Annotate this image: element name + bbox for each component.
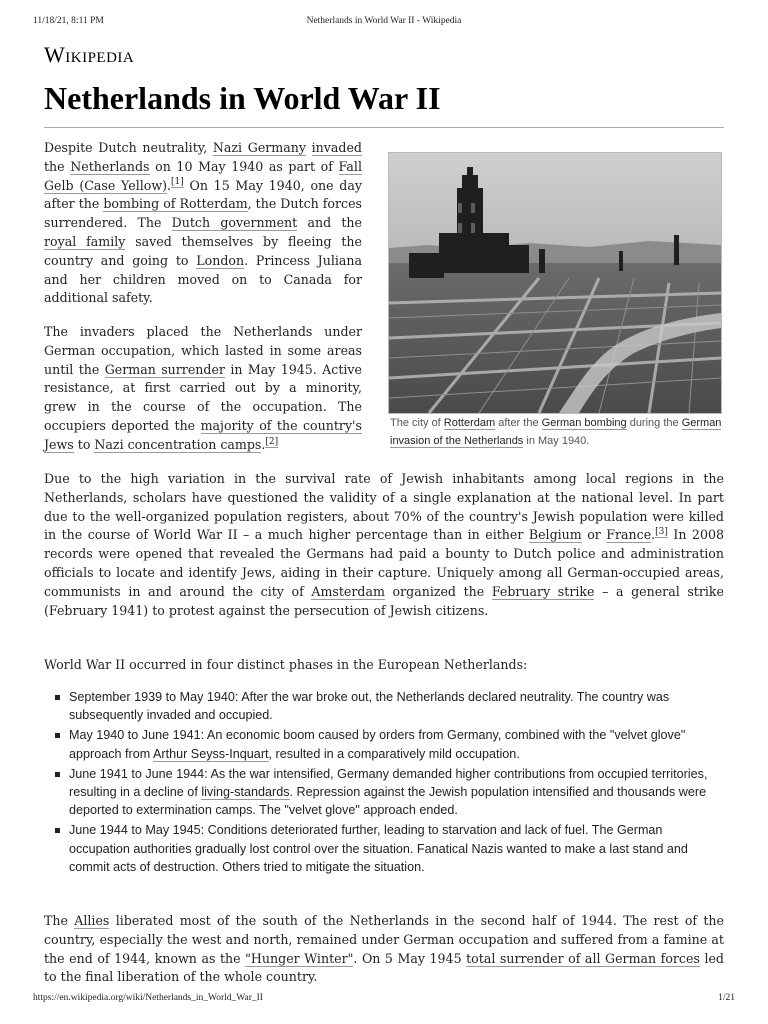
print-footer <box>33 993 735 1007</box>
text-run: on 10 May 1940 as part of <box>149 158 339 174</box>
text-run: during the <box>626 417 682 429</box>
text-run: Despite Dutch neutrality, <box>44 140 213 155</box>
link-german-surrender[interactable]: German surrender <box>104 361 225 377</box>
liberation-paragraph <box>44 912 724 987</box>
survival-rate-paragraph <box>44 470 724 620</box>
link-majority-of-jews[interactable]: majority of the country's Jews <box>44 417 362 452</box>
rotterdam-bombing-photo[interactable] <box>388 152 722 414</box>
link-belgium[interactable]: Belgium <box>528 527 582 543</box>
text-run: – a general strike (February 1941) to protest against the persecution of Jewish citizens. <box>44 583 724 618</box>
text-run: May 1940 to June 1941: An economic boom caused by orders from Germany, combined with the "velvet glove" approach from <box>69 728 686 761</box>
page-title: Netherlands in World War II <box>44 80 441 116</box>
text-run: . <box>651 527 656 543</box>
list-item <box>44 821 724 876</box>
print-url: https://en.wikipedia.org/wiki/Netherlands_in_World_War_II <box>33 993 263 1003</box>
text-run: saved themselves by fleeing the country and going to <box>44 233 362 268</box>
list-item <box>44 726 724 762</box>
text-run: The city of <box>390 417 444 429</box>
text-run: liberated most of the south of the Netherlands in the second half of 1944. The rest of the country, especially the west and north, remained under German occupation and suffered from a famine at the end of 1944, known as the <box>44 913 724 966</box>
bullet-icon <box>55 733 60 738</box>
title-divider <box>44 127 724 128</box>
text-run: , the Dutch forces surrendered. The <box>44 196 362 231</box>
link-german-invasion[interactable]: German invasion of the Netherlands <box>390 417 722 447</box>
link-hunger-winter[interactable]: "Hunger Winter" <box>245 950 354 966</box>
wikipedia-wordmark[interactable]: Wikipedia <box>44 42 135 67</box>
text-run: June 1944 to May 1945: Conditions deteriorated further, leading to starvation and lack of fuel. The German occupation authorities gradually lost control over the situation. Fanatical Nazis wanted to make a last stand and commit acts of destruction. Others tried to mitigate the situation. <box>69 823 688 874</box>
bullet-icon <box>55 772 60 777</box>
phases-intro: World War II occurred in four distinct phases in the European Netherlands: <box>44 657 528 672</box>
link-invaded[interactable]: invaded <box>311 140 362 155</box>
link-fall-gelb[interactable]: Fall Gelb (Case Yellow) <box>44 158 362 193</box>
text-run: . <box>261 436 266 452</box>
intro-paragraph-1 <box>44 139 362 308</box>
link-february-strike[interactable]: February strike <box>491 583 595 599</box>
link-living-standards[interactable]: living-standards <box>201 785 290 800</box>
text-run: On 15 May 1940, one day after the <box>44 177 362 212</box>
citation-3[interactable]: [3] <box>655 527 668 538</box>
text-run: In 2008 records were opened that revealed the Germans had paid a bounty to Dutch police and administration officials to locate and identify Jews, aiding in their capture. Uniquely among all German-occupied areas, communists in and around the city of <box>44 527 724 599</box>
text-run: June 1941 to June 1944: As the war intensified, Germany demanded higher contributions from occupied territories, resulting in a decline of <box>69 766 708 800</box>
text-run: or <box>581 527 607 543</box>
text-run: . On 5 May 1945 <box>353 950 467 966</box>
text-run: . Repression against the Jewish population intensified and thousands were deported to extermination camps. The "velvet glove" approach ended. <box>69 785 707 818</box>
text-run: . Princess Juliana and her children moved on to Canada for additional safety. <box>44 252 363 306</box>
bullet-icon <box>55 695 60 700</box>
link-bombing-of-rotterdam[interactable]: bombing of Rotterdam <box>103 196 248 212</box>
list-item <box>44 688 724 724</box>
text-run: Due to the high variation in the survival rate of Jewish inhabitants among local regions in the Netherlands, scholars have questioned the validity of a single explanation at the national level. In part due to the well-organized population registers, about 70% of the country's Jewish population were killed in the course of World War II – a much higher percentage than in either <box>44 471 724 543</box>
phases-list <box>44 688 724 878</box>
text-run: September 1939 to May 1940: After the war broke out, the Netherlands declared neutrality. The country was subsequently invaded and occupied. <box>69 690 670 723</box>
text-run: in May 1945. Active resistance, at first carried out by a minority, grew in the course of the occupation. The occupiers deported the <box>44 361 362 433</box>
link-netherlands[interactable]: Netherlands <box>70 158 150 174</box>
print-page-number: 1/21 <box>718 993 735 1003</box>
text-run: after the <box>495 417 542 429</box>
link-london[interactable]: London <box>196 252 245 268</box>
text-run: The invaders placed the Netherlands under German occupation, which lasted in some areas until the <box>44 324 362 377</box>
link-nazi-germany[interactable]: Nazi Germany <box>212 140 306 155</box>
link-total-surrender[interactable]: total surrender of all German forces <box>466 950 700 966</box>
text-run: , resulted in a comparatively mild occupation. <box>268 746 520 761</box>
print-datetime: 11/18/21, 8:11 PM <box>33 16 104 26</box>
link-dutch-government[interactable]: Dutch government <box>171 215 298 231</box>
link-amsterdam[interactable]: Amsterdam <box>311 583 385 599</box>
print-page-title: Netherlands in World War II - Wikipedia <box>306 16 462 26</box>
link-german-bombing[interactable]: German bombing <box>541 417 627 429</box>
text-run: to <box>73 436 95 452</box>
text-run: led to the final liberation of the whole country. <box>44 950 724 985</box>
link-nazi-concentration-camps[interactable]: Nazi concentration camps <box>94 436 262 452</box>
link-allies[interactable]: Allies <box>74 913 110 928</box>
intro-paragraph-2 <box>44 323 362 455</box>
text-run: and the <box>297 215 362 231</box>
link-royal-family[interactable]: royal family <box>44 233 126 249</box>
bullet-icon <box>55 828 60 833</box>
citation-2[interactable]: [2] <box>265 436 279 447</box>
link-france[interactable]: France <box>606 527 652 543</box>
rotterdam-figure <box>388 152 722 450</box>
text-run: The <box>44 913 75 928</box>
text-run <box>306 140 312 155</box>
link-rotterdam[interactable]: Rotterdam <box>443 417 496 429</box>
list-item <box>44 765 724 820</box>
text-run: organized the <box>384 583 492 599</box>
figure-caption <box>388 414 722 450</box>
text-run: . <box>167 177 172 193</box>
text-run: the <box>44 158 71 174</box>
print-header <box>33 16 735 30</box>
text-run: in May 1940. <box>523 435 590 447</box>
link-arthur-seyss-inquart[interactable]: Arthur Seyss-Inquart <box>153 746 269 761</box>
citation-1[interactable]: [1] <box>171 177 184 188</box>
